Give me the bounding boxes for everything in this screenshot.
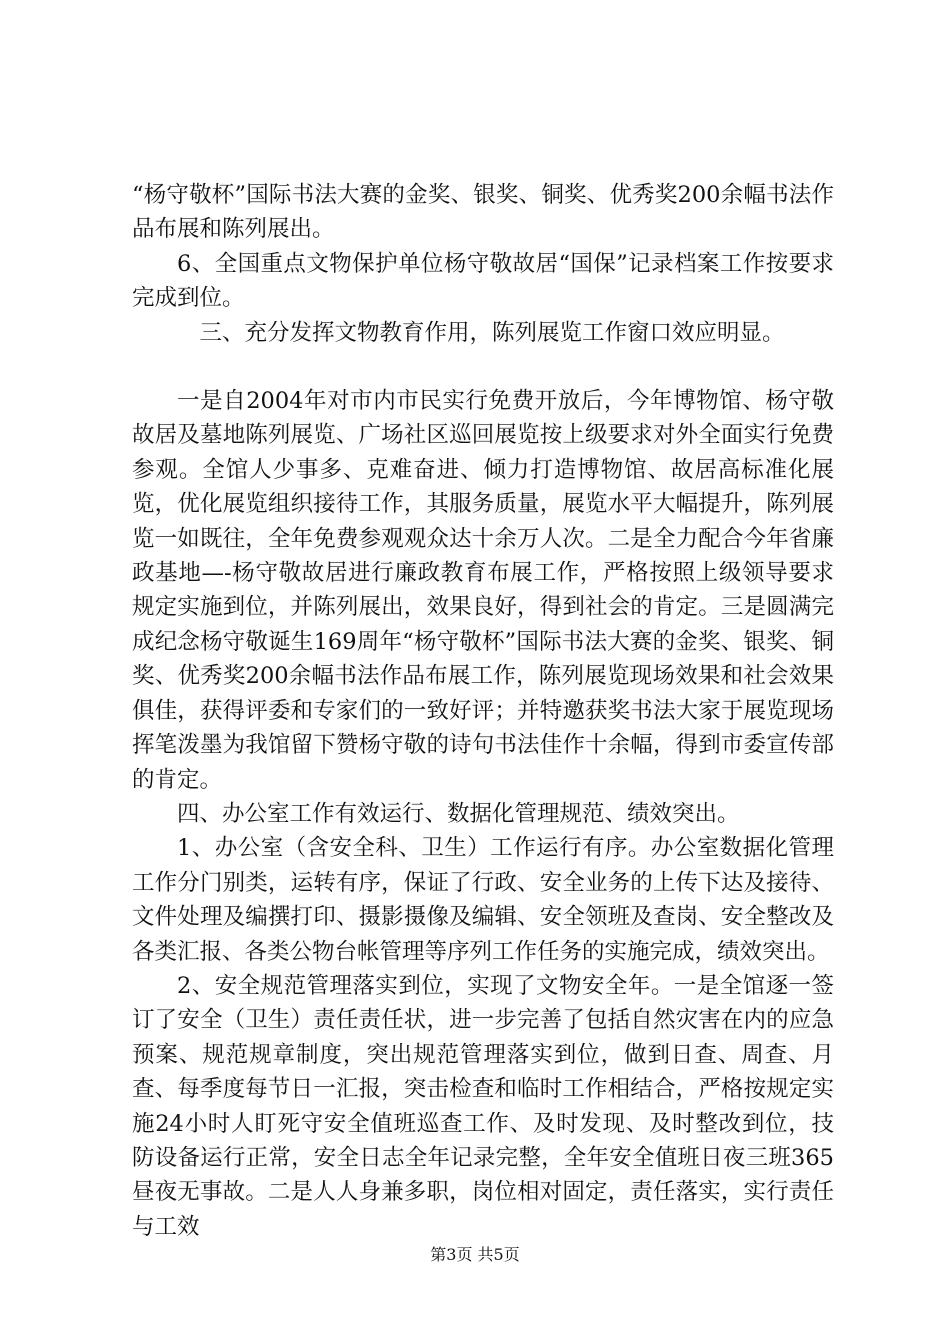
paragraph-continuation: “杨守敬杯”国际书法大赛的金奖、银奖、铜奖、优秀奖200余幅书法作品布展和陈列展出。 [132,182,834,243]
page-footer: 第3页 共5页 [430,1245,520,1264]
section-heading-3: 三、充分发挥文物教育作用，陈列展览工作窗口效应明显。 [199,319,785,346]
paragraph-exhibition: 一是自2004年对市内市民实行免费开放后，今年博物馆、杨守敬故居及墓地陈列展览、广场社区巡回展览按上级要求对外全面实行免费参观。全馆人少事多、克难奋进、倾力打造博物馆、故居高标准化展览，优化展览组织接待工作，其服务质量，展览水平大幅提升，陈列展览一如既往，全年免费参观观众达十余万人次。二是全力配合今年省廉政基地—-杨守敬故居进行廉政教育布展工作，严格按照上级领导要求规定实施到位，并陈列展出，效果良好，得到社会的肯定。三是圆满完成纪念杨守敬诞生169周年“杨守敬杯”国际书法大赛的金奖、银奖、铜奖、优秀奖200余幅书法作品布展工作，陈列展览现场效果和社会效果俱佳，获得评委和专家们的一致好评；并特邀获奖书法大家于展览现场挥笔泼墨为我馆留下赞杨守敬的诗句书法佳作十余幅，得到市委宣传部的肯定。 [132,388,834,793]
paragraph-spacer [132,350,834,384]
paragraph-office: 1、办公室（含安全科、卫生）工作运行有序。办公室数据化管理工作分门别类，运转有序，保证了行政、安全业务的上传下达及接待、文件处理及编撰打印、摄影摄像及编辑、安全领班及查岗、安全整改及各类汇报、各类公物台帐管理等序列工作任务的实施完成，绩效突出。 [132,835,834,965]
section-heading-4: 四、办公室工作有效运行、数据化管理规范、绩效突出。 [177,800,740,827]
paragraph-safety: 2、安全规范管理落实到位，实现了文物安全年。一是全馆逐一签订了安全（卫生）责任责任状，进一步完善了包括自然灾害在内的应急预案、规范规章制度，突出规范管理落实到位，做到日查、周查、月查、每季度每节日一汇报，突击检查和临时工作相结合，严格按规定实施24小时人盯死守安全值班巡查工作、及时发现、及时整改到位，技防设备运行正常，安全日志全年记录完整，全年安全值班日夜三班365昼夜无事故。二是人人身兼多职，岗位相对固定，责任落实，实行责任与工效 [132,972,834,1240]
paragraph-item-6: 6、全国重点文物保护单位杨守敬故居“国保”记录档案工作按要求完成到位。 [132,250,834,312]
document-body [132,178,834,1244]
